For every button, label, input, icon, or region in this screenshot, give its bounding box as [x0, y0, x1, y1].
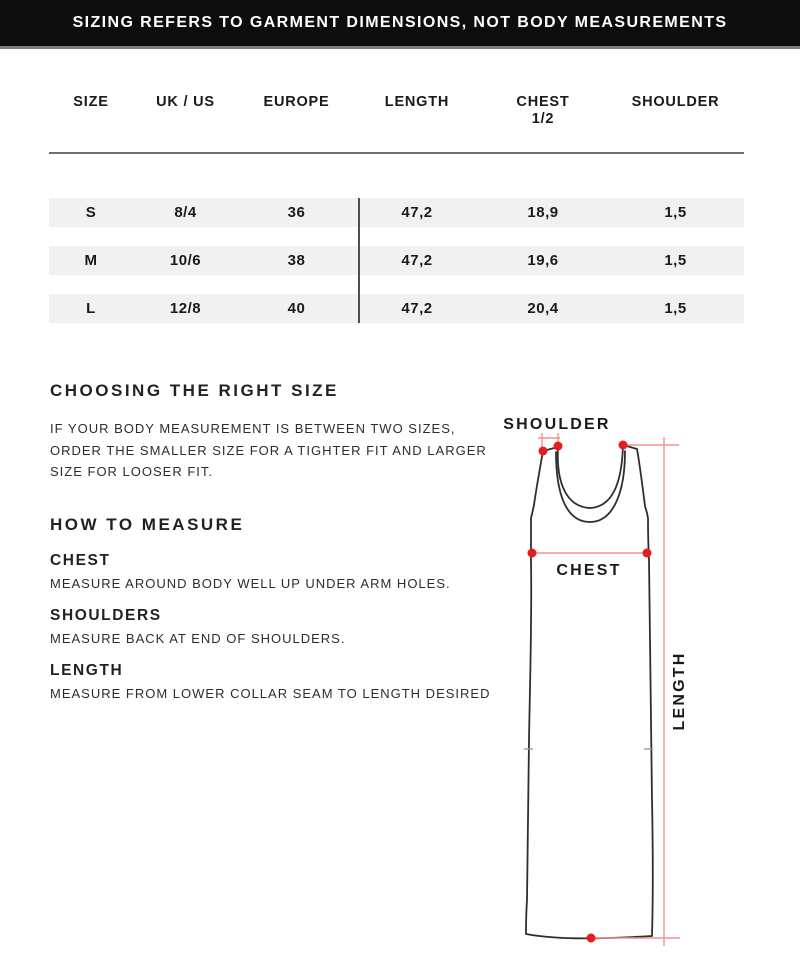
measure-length-label: LENGTH: [50, 662, 124, 679]
diagram-length-label: LENGTH: [671, 651, 688, 731]
measurement-marker-dots: [528, 441, 652, 943]
choosing-size-title: CHOOSING THE RIGHT SIZE: [50, 381, 339, 400]
size-table-header-row: [49, 94, 744, 128]
table-row-s: S 8/4 36 47,2 18,9 1,5: [49, 198, 744, 227]
marker-dot-shoulder-left-outer: [539, 447, 548, 456]
marker-dot-shoulder-left-inner: [554, 442, 563, 451]
column-header-chest: CHEST 1/2: [516, 94, 570, 127]
diagram-chest-label: CHEST: [556, 562, 622, 579]
dress-outline: [526, 445, 653, 938]
how-to-measure-title: HOW TO MEASURE: [50, 515, 245, 534]
marker-dot-chest-right: [643, 549, 652, 558]
marker-dot-shoulder-right: [619, 441, 628, 450]
table-row-m: M 10/6 38 47,2 19,6 1,5: [49, 246, 744, 275]
column-header-shoulder: SHOULDER: [631, 94, 720, 110]
choosing-size-body: IF YOUR BODY MEASUREMENT IS BETWEEN TWO SIZES, ORDER THE SMALLER SIZE FOR A TIGHTER FIT AND LARGER SIZE FOR LOOSER FIT.: [50, 421, 487, 479]
column-header-size: SIZE: [73, 94, 109, 110]
size-table-body: [49, 198, 744, 342]
marker-dot-chest-left: [528, 549, 537, 558]
measure-chest-label: CHEST: [50, 552, 111, 569]
measure-shoulders-text: MEASURE BACK AT END OF SHOULDERS.: [50, 631, 346, 646]
measure-length-text: MEASURE FROM LOWER COLLAR SEAM TO LENGTH DESIRED: [50, 686, 491, 701]
column-header-uk-us: UK / US: [156, 94, 215, 110]
sizing-disclaimer-text: SIZING REFERS TO GARMENT DIMENSIONS, NOT BODY MEASUREMENTS: [72, 14, 728, 31]
measure-shoulders-label: SHOULDERS: [50, 607, 162, 624]
size-table: [49, 88, 744, 328]
measure-chest-text: MEASURE AROUND BODY WELL UP UNDER ARM HOLES.: [50, 576, 451, 591]
table-row-l: L 12/8 40 47,2 20,4 1,5: [49, 294, 744, 323]
column-header-europe: EUROPE: [263, 94, 330, 110]
diagram-shoulder-label: SHOULDER: [503, 416, 611, 433]
marker-dot-hem: [587, 934, 596, 943]
column-header-length: LENGTH: [384, 94, 450, 110]
garment-measurement-diagram: [470, 400, 800, 965]
table-header-rule: [49, 152, 744, 154]
sizing-disclaimer-banner: [0, 0, 800, 49]
measurement-guide-lines: [532, 433, 680, 946]
table-column-divider: [358, 198, 360, 323]
